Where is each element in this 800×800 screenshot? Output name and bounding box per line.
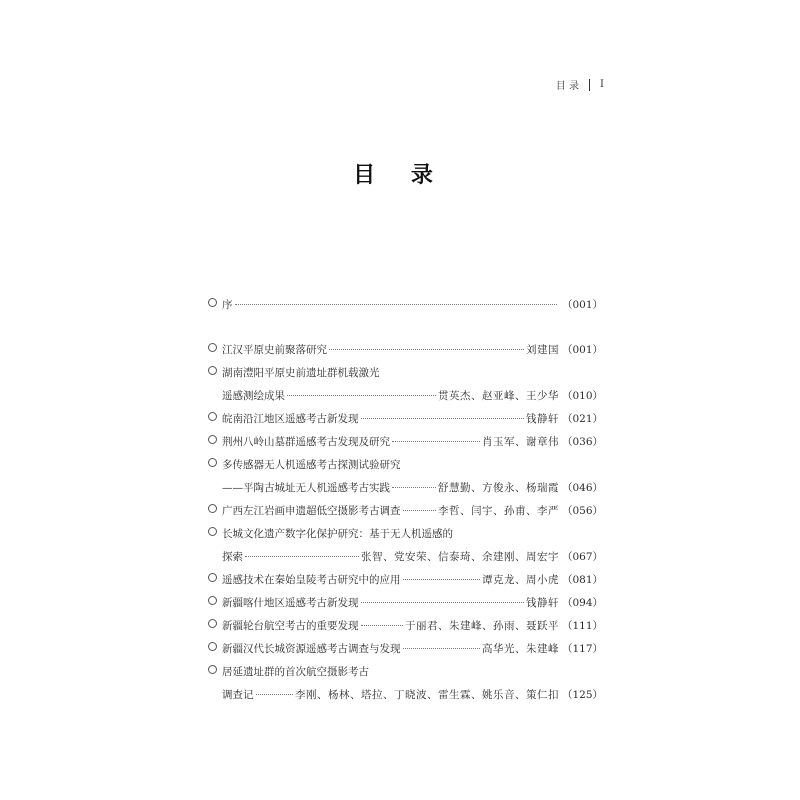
toc-entry-title: 新疆汉代长城资源遥感考古调查与发现 xyxy=(222,643,401,655)
toc-entry-title: 皖南沿江地区遥感考古新发现 xyxy=(222,413,359,425)
bullet-icon xyxy=(208,458,217,467)
dot-leader xyxy=(403,579,480,580)
toc-entry-page: （081） xyxy=(561,574,603,586)
dot-leader xyxy=(361,625,403,626)
dot-leader xyxy=(245,556,359,557)
toc-entry xyxy=(208,638,603,661)
dot-leader xyxy=(361,602,524,603)
toc-entry-title: 江汉平原史前聚落研究 xyxy=(222,344,327,356)
toc-entry-title: 长城文化遗产数字化保护研究：基于无人机遥感的 xyxy=(222,528,453,540)
bullet-icon xyxy=(208,504,217,513)
toc-entry-title: 调查记 xyxy=(222,689,254,701)
toc-entry xyxy=(208,569,603,592)
toc-entry-authors: 于丽君、朱建峰、孙雨、聂跃平 xyxy=(404,620,559,632)
dot-leader xyxy=(361,418,524,419)
toc-entry-title: 遥感测绘成果 xyxy=(222,390,285,402)
toc-entry xyxy=(208,431,603,454)
toc-entry-title: 居延遗址群的首次航空摄影考古 xyxy=(222,666,369,678)
toc-entry xyxy=(208,661,603,684)
toc-entry xyxy=(208,523,603,546)
toc-entry-page: （010） xyxy=(561,390,603,402)
dot-leader xyxy=(235,304,557,305)
toc-entry-authors: 刘建国 xyxy=(525,344,559,356)
bullet-icon xyxy=(208,665,217,674)
bullet-icon xyxy=(208,527,217,536)
toc-entry-title: 广西左江岩画申遗超低空摄影考古调查 xyxy=(222,505,401,517)
toc-entry xyxy=(208,615,603,638)
toc-entry-page: （117） xyxy=(561,643,603,655)
toc-entry-authors: 钱静轩 xyxy=(525,597,559,609)
toc-entry-continuation xyxy=(208,546,603,569)
bullet-icon xyxy=(208,366,217,375)
toc-entry-authors: 肖玉军、谢章伟 xyxy=(481,436,559,448)
toc-entry-continuation xyxy=(208,385,603,408)
dot-leader xyxy=(256,694,293,695)
dot-leader xyxy=(403,648,480,649)
toc-entry-page: （021） xyxy=(561,413,603,425)
toc-entry-page: （111） xyxy=(561,620,603,632)
toc-entry-title: 序 xyxy=(222,299,233,311)
bullet-icon xyxy=(208,573,217,582)
toc-entry-page: （036） xyxy=(561,436,603,448)
toc-entry-page: （056） xyxy=(561,505,603,517)
bullet-icon xyxy=(208,619,217,628)
bullet-icon xyxy=(208,343,217,352)
toc-entry-title: 新疆轮台航空考古的重要发现 xyxy=(222,620,359,632)
bullet-icon xyxy=(208,435,217,444)
toc-entry-title: 湖南澧阳平原史前遗址群机载激光 xyxy=(222,367,380,379)
toc-entry-page: （046） xyxy=(561,482,603,494)
toc-entry-title: 遥感技术在秦始皇陵考古研究中的应用 xyxy=(222,574,401,586)
toc-entry-authors: 钱静轩 xyxy=(525,413,559,425)
dot-leader xyxy=(403,510,436,511)
dot-leader xyxy=(392,487,436,488)
bullet-icon xyxy=(208,298,217,307)
toc-entry-authors: 李哲、闫宇、孙甫、李严 xyxy=(437,505,559,517)
toc-entry-page: （001） xyxy=(561,344,603,356)
toc-entry-title: 新疆喀什地区遥感考古新发现 xyxy=(222,597,359,609)
toc-entry xyxy=(208,362,603,385)
toc-entry-continuation xyxy=(208,477,603,500)
toc-entry xyxy=(208,294,603,317)
running-head-page-number: I xyxy=(600,79,604,90)
toc-entry-subtitle: ——平陶古城址无人机遥感考古实践 xyxy=(222,482,390,494)
toc-entry-authors: 李刚、杨林、塔拉、丁晓波、雷生霖、姚乐音、策仁扣 xyxy=(294,689,559,701)
running-head-divider xyxy=(589,79,590,91)
dot-leader xyxy=(329,349,524,350)
toc-entry-authors: 张智、党安荣、信泰琦、余建刚、周宏宇 xyxy=(360,551,559,563)
toc-entry-title: 多传感器无人机遥感考古探测试验研究 xyxy=(222,459,401,471)
toc-list xyxy=(208,339,603,707)
toc-entry-page: （094） xyxy=(561,597,603,609)
bullet-icon xyxy=(208,412,217,421)
toc-entry-authors: 舒慧勤、方俊永、杨瑞霞 xyxy=(437,482,559,494)
toc-entry-title: 荆州八岭山墓群遥感考古发现及研究 xyxy=(222,436,390,448)
toc-entry xyxy=(208,408,603,431)
bullet-icon xyxy=(208,642,217,651)
toc-entry-authors: 谭克龙、周小虎 xyxy=(481,574,559,586)
toc-entry-page: （001） xyxy=(561,299,603,311)
toc-entry-continuation xyxy=(208,684,603,707)
toc-entry xyxy=(208,592,603,615)
running-head-label: 目 录 xyxy=(555,81,580,92)
toc-entry-authors: 高华光、朱建峰 xyxy=(481,643,559,655)
toc-preface xyxy=(208,294,603,317)
toc-entry-authors: 贯英杰、赵亚峰、王少华 xyxy=(437,390,559,402)
dot-leader xyxy=(287,395,436,396)
bullet-icon xyxy=(208,596,217,605)
toc-entry xyxy=(208,454,603,477)
running-head xyxy=(556,77,604,92)
toc-entry-page: （067） xyxy=(561,551,603,563)
dot-leader xyxy=(392,441,480,442)
toc-entry xyxy=(208,339,603,362)
toc-entry-title: 探索 xyxy=(222,551,243,563)
page-title: 目 录 xyxy=(353,162,447,188)
toc-entry-page: （125） xyxy=(561,689,603,701)
toc-entry xyxy=(208,500,603,523)
